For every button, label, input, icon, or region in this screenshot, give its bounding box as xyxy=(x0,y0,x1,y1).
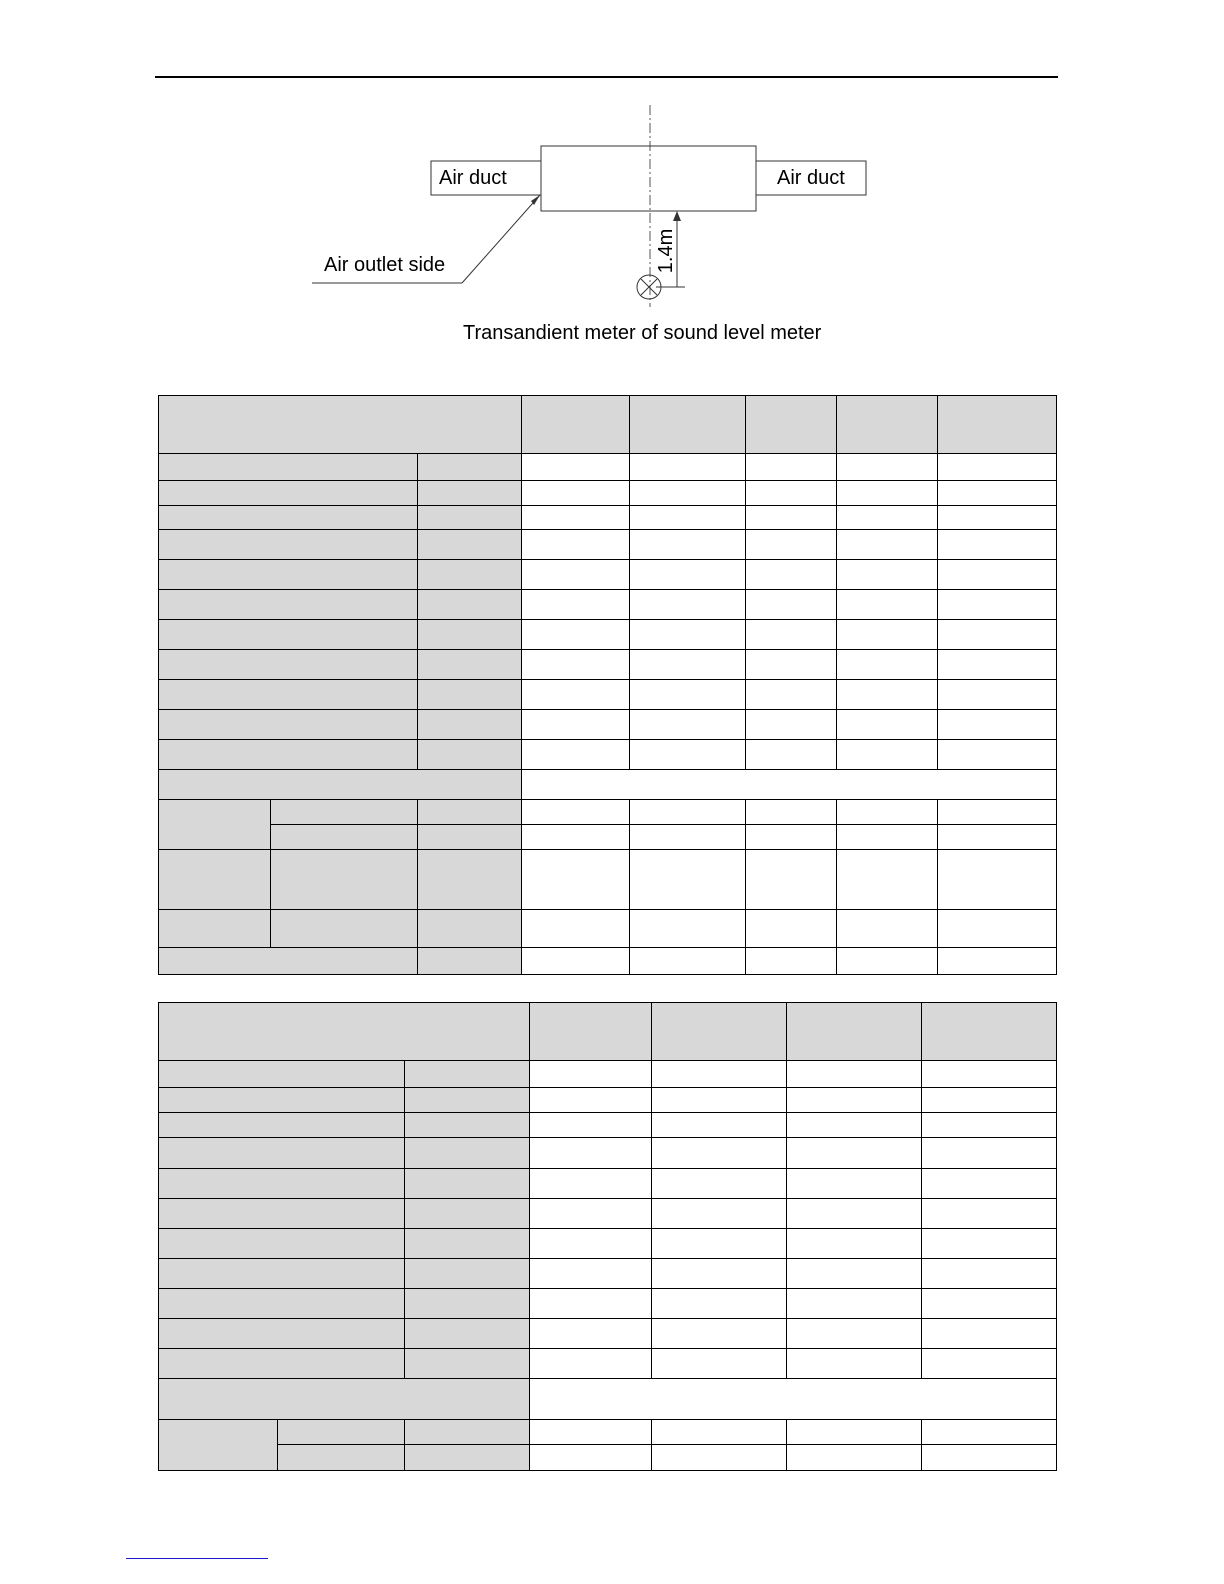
label-cell xyxy=(159,680,418,710)
value-cell xyxy=(652,1138,787,1169)
air-duct-right-label: Air duct xyxy=(777,167,845,189)
label-cell xyxy=(159,1259,405,1289)
table-row xyxy=(159,800,1057,825)
value-cell xyxy=(938,680,1057,710)
value-cell xyxy=(630,850,746,910)
label-cell xyxy=(159,481,418,506)
value-cell xyxy=(938,530,1057,560)
label-cell xyxy=(418,481,522,506)
table-row xyxy=(159,620,1057,650)
value-cell xyxy=(652,1259,787,1289)
value-cell xyxy=(787,1138,922,1169)
diagram-drawing xyxy=(300,95,920,355)
table-row xyxy=(159,1088,1057,1113)
label-cell xyxy=(418,910,522,948)
label-cell xyxy=(418,590,522,620)
table-row xyxy=(159,1113,1057,1138)
value-cell xyxy=(522,850,630,910)
label-cell xyxy=(418,454,522,481)
value-cell xyxy=(922,1169,1057,1199)
label-cell xyxy=(405,1138,530,1169)
value-cell xyxy=(938,481,1057,506)
table-row xyxy=(159,1289,1057,1319)
header-cell xyxy=(938,396,1057,454)
value-cell xyxy=(746,680,837,710)
value-cell xyxy=(522,454,630,481)
value-cell xyxy=(630,948,746,975)
value-cell xyxy=(837,506,938,530)
label-cell xyxy=(159,650,418,680)
value-cell xyxy=(746,948,837,975)
value-cell xyxy=(837,740,938,770)
label-cell xyxy=(159,800,271,850)
value-cell xyxy=(530,1088,652,1113)
value-cell xyxy=(922,1319,1057,1349)
label-cell xyxy=(159,1420,278,1471)
value-cell xyxy=(652,1289,787,1319)
label-cell xyxy=(271,825,418,850)
label-cell xyxy=(405,1113,530,1138)
value-cell xyxy=(630,590,746,620)
table-header-row xyxy=(159,1003,1057,1061)
label-cell xyxy=(405,1229,530,1259)
label-cell xyxy=(418,680,522,710)
value-cell xyxy=(938,650,1057,680)
value-cell xyxy=(938,850,1057,910)
value-cell xyxy=(938,948,1057,975)
value-cell xyxy=(530,1138,652,1169)
value-cell xyxy=(837,710,938,740)
value-cell xyxy=(522,680,630,710)
table-row xyxy=(159,1259,1057,1289)
label-cell xyxy=(405,1169,530,1199)
value-cell xyxy=(630,454,746,481)
air-duct-left-label: Air duct xyxy=(439,167,507,189)
header-cell xyxy=(746,396,837,454)
label-cell xyxy=(418,800,522,825)
table-row xyxy=(159,1445,1057,1471)
label-cell xyxy=(418,710,522,740)
value-cell xyxy=(522,825,630,850)
value-cell xyxy=(938,825,1057,850)
value-cell xyxy=(746,910,837,948)
value-cell xyxy=(837,680,938,710)
value-cell xyxy=(938,710,1057,740)
table-row xyxy=(159,530,1057,560)
value-cell xyxy=(837,530,938,560)
value-cell xyxy=(746,560,837,590)
label-cell xyxy=(418,530,522,560)
label-cell xyxy=(159,560,418,590)
value-cell xyxy=(746,454,837,481)
value-cell xyxy=(630,620,746,650)
value-cell xyxy=(630,530,746,560)
table-row xyxy=(159,1138,1057,1169)
value-cell xyxy=(837,590,938,620)
label-cell xyxy=(159,1349,405,1379)
value-cell xyxy=(652,1113,787,1138)
header-rule xyxy=(155,76,1058,78)
value-cell xyxy=(787,1088,922,1113)
label-cell xyxy=(159,1169,405,1199)
value-cell xyxy=(787,1349,922,1379)
table-row xyxy=(159,481,1057,506)
label-cell xyxy=(159,740,418,770)
value-cell xyxy=(746,506,837,530)
header-cell xyxy=(652,1003,787,1061)
value-cell xyxy=(530,1420,652,1445)
table-row xyxy=(159,1420,1057,1445)
value-cell xyxy=(837,481,938,506)
value-cell xyxy=(530,1349,652,1379)
label-cell xyxy=(418,850,522,910)
value-cell xyxy=(630,800,746,825)
table-row-merged xyxy=(159,770,1057,800)
value-cell xyxy=(652,1349,787,1379)
value-cell xyxy=(522,560,630,590)
value-cell xyxy=(787,1169,922,1199)
header-cell xyxy=(522,396,630,454)
header-cell xyxy=(922,1003,1057,1061)
value-cell xyxy=(746,530,837,560)
value-cell xyxy=(938,560,1057,590)
label-cell xyxy=(159,710,418,740)
sound-test-diagram xyxy=(300,95,920,355)
value-cell xyxy=(938,800,1057,825)
label-cell xyxy=(418,506,522,530)
table-header-row xyxy=(159,396,1057,454)
value-cell xyxy=(652,1169,787,1199)
value-cell xyxy=(530,1229,652,1259)
value-cell xyxy=(652,1199,787,1229)
value-cell xyxy=(630,825,746,850)
table-row-merged xyxy=(159,1379,1057,1420)
header-cell xyxy=(159,396,522,454)
value-cell xyxy=(938,590,1057,620)
value-cell xyxy=(522,620,630,650)
label-cell xyxy=(271,910,418,948)
table-row xyxy=(159,1061,1057,1088)
label-cell xyxy=(405,1349,530,1379)
diagram-caption: Transandient meter of sound level meter xyxy=(463,322,822,344)
value-cell xyxy=(837,850,938,910)
value-cell xyxy=(922,1445,1057,1471)
value-cell xyxy=(530,1319,652,1349)
value-cell xyxy=(652,1319,787,1349)
label-cell xyxy=(159,590,418,620)
value-cell xyxy=(522,710,630,740)
value-cell xyxy=(652,1445,787,1471)
value-cell xyxy=(922,1289,1057,1319)
value-cell xyxy=(922,1259,1057,1289)
value-cell xyxy=(630,560,746,590)
table-row xyxy=(159,740,1057,770)
unit-box xyxy=(541,146,756,211)
header-cell xyxy=(530,1003,652,1061)
label-cell xyxy=(159,1229,405,1259)
label-cell xyxy=(418,740,522,770)
value-cell xyxy=(522,650,630,680)
value-cell xyxy=(837,910,938,948)
value-cell xyxy=(837,800,938,825)
label-cell xyxy=(418,560,522,590)
table-row xyxy=(159,1349,1057,1379)
label-cell xyxy=(159,1379,530,1420)
table-row xyxy=(159,1319,1057,1349)
label-cell xyxy=(159,530,418,560)
label-cell xyxy=(418,620,522,650)
table-row xyxy=(159,910,1057,948)
label-cell xyxy=(159,1088,405,1113)
value-cell xyxy=(530,1289,652,1319)
label-cell xyxy=(271,800,418,825)
label-cell xyxy=(159,1061,405,1088)
spec-table-2 xyxy=(158,1002,1057,1471)
value-cell xyxy=(938,740,1057,770)
value-cell xyxy=(922,1349,1057,1379)
value-cell xyxy=(652,1061,787,1088)
value-cell xyxy=(787,1319,922,1349)
label-cell xyxy=(418,825,522,850)
table-row xyxy=(159,1199,1057,1229)
value-cell xyxy=(630,910,746,948)
value-cell xyxy=(938,454,1057,481)
label-cell xyxy=(405,1445,530,1471)
label-cell xyxy=(405,1420,530,1445)
value-cell xyxy=(522,948,630,975)
label-cell xyxy=(159,910,271,948)
dimension-label: 1.4m xyxy=(655,228,678,274)
table-row xyxy=(159,825,1057,850)
table-row xyxy=(159,590,1057,620)
value-cell xyxy=(630,650,746,680)
air-outlet-side-label: Air outlet side xyxy=(324,254,446,276)
label-cell xyxy=(159,1319,405,1349)
value-cell xyxy=(938,620,1057,650)
value-cell xyxy=(746,710,837,740)
header-cell xyxy=(787,1003,922,1061)
value-cell xyxy=(630,710,746,740)
value-cell xyxy=(746,825,837,850)
value-cell xyxy=(746,740,837,770)
header-cell xyxy=(159,1003,530,1061)
value-cell xyxy=(530,1169,652,1199)
value-cell xyxy=(746,850,837,910)
label-cell xyxy=(159,1199,405,1229)
table-row xyxy=(159,850,1057,910)
value-cell xyxy=(522,910,630,948)
value-cell xyxy=(530,1199,652,1229)
label-cell xyxy=(159,948,418,975)
value-cell xyxy=(522,740,630,770)
label-cell xyxy=(159,506,418,530)
value-cell xyxy=(922,1229,1057,1259)
label-cell xyxy=(405,1289,530,1319)
value-cell xyxy=(837,620,938,650)
value-cell xyxy=(652,1420,787,1445)
value-cell xyxy=(530,1379,1057,1420)
value-cell xyxy=(530,1259,652,1289)
value-cell xyxy=(922,1199,1057,1229)
value-cell xyxy=(922,1113,1057,1138)
table-row xyxy=(159,650,1057,680)
label-cell xyxy=(278,1445,405,1471)
value-cell xyxy=(787,1420,922,1445)
footer-link-rule xyxy=(126,1558,268,1559)
label-cell xyxy=(159,1113,405,1138)
label-cell xyxy=(405,1319,530,1349)
value-cell xyxy=(837,650,938,680)
value-cell xyxy=(530,1113,652,1138)
value-cell xyxy=(522,506,630,530)
value-cell xyxy=(746,650,837,680)
label-cell xyxy=(418,650,522,680)
value-cell xyxy=(837,560,938,590)
header-cell xyxy=(837,396,938,454)
value-cell xyxy=(922,1420,1057,1445)
value-cell xyxy=(787,1445,922,1471)
value-cell xyxy=(837,948,938,975)
label-cell xyxy=(159,454,418,481)
value-cell xyxy=(922,1061,1057,1088)
table-row xyxy=(159,680,1057,710)
label-cell xyxy=(159,620,418,650)
value-cell xyxy=(746,800,837,825)
value-cell xyxy=(938,910,1057,948)
label-cell xyxy=(159,850,271,910)
table-row xyxy=(159,710,1057,740)
table-row xyxy=(159,1169,1057,1199)
label-cell xyxy=(405,1259,530,1289)
header-cell xyxy=(630,396,746,454)
value-cell xyxy=(630,506,746,530)
outlet-leader-diagonal xyxy=(462,195,540,283)
value-cell xyxy=(522,530,630,560)
label-cell xyxy=(418,948,522,975)
label-cell xyxy=(405,1199,530,1229)
value-cell xyxy=(630,481,746,506)
label-cell xyxy=(405,1088,530,1113)
table-row xyxy=(159,454,1057,481)
value-cell xyxy=(522,800,630,825)
value-cell xyxy=(787,1113,922,1138)
value-cell xyxy=(652,1229,787,1259)
value-cell xyxy=(522,770,1057,800)
value-cell xyxy=(630,740,746,770)
value-cell xyxy=(787,1061,922,1088)
table-row xyxy=(159,560,1057,590)
value-cell xyxy=(530,1061,652,1088)
dimension-arrow-top xyxy=(673,211,681,221)
value-cell xyxy=(746,481,837,506)
value-cell xyxy=(787,1229,922,1259)
value-cell xyxy=(530,1445,652,1471)
value-cell xyxy=(837,825,938,850)
value-cell xyxy=(787,1289,922,1319)
label-cell xyxy=(159,1138,405,1169)
value-cell xyxy=(922,1138,1057,1169)
value-cell xyxy=(922,1088,1057,1113)
value-cell xyxy=(787,1259,922,1289)
value-cell xyxy=(652,1088,787,1113)
table-row xyxy=(159,948,1057,975)
value-cell xyxy=(837,454,938,481)
value-cell xyxy=(630,680,746,710)
value-cell xyxy=(787,1199,922,1229)
label-cell xyxy=(278,1420,405,1445)
label-cell xyxy=(159,1289,405,1319)
value-cell xyxy=(938,506,1057,530)
label-cell xyxy=(271,850,418,910)
value-cell xyxy=(746,620,837,650)
value-cell xyxy=(522,590,630,620)
table-row xyxy=(159,1229,1057,1259)
value-cell xyxy=(746,590,837,620)
value-cell xyxy=(522,481,630,506)
table-row xyxy=(159,506,1057,530)
spec-table-1 xyxy=(158,395,1057,975)
label-cell xyxy=(405,1061,530,1088)
label-cell xyxy=(159,770,522,800)
